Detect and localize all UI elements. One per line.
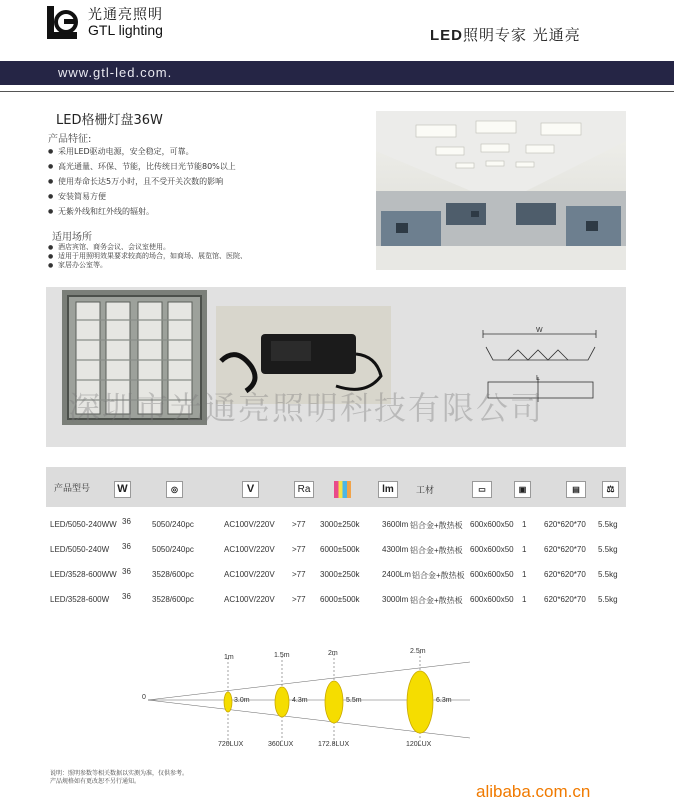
feature-item: ● 采用LED驱动电源，安全稳定，可靠。 (48, 144, 236, 159)
lux-label: 360LUX (268, 741, 294, 748)
cell-ra: >77 (292, 545, 306, 554)
cell-lumen: 2400Lm (382, 570, 411, 579)
tagline (430, 24, 581, 45)
beam-angle-diagram (140, 650, 480, 750)
cell-material: 铝合金+散热板 (410, 546, 463, 555)
diameter-label: 3.0m (234, 697, 250, 704)
application-item: ● 酒店宾馆、商务会议、会议室使用。 (48, 243, 247, 252)
cell-model: LED/5050-240W (50, 545, 110, 554)
cell-cct: 6000±500k (320, 595, 360, 604)
cell-size: 600x600x50 (470, 520, 514, 529)
distance-label: 1.5m (274, 652, 290, 659)
cell-package: 620*620*70 (544, 595, 586, 604)
watt-icon: W (114, 481, 131, 498)
cell-package: 620*620*70 (544, 545, 586, 554)
feature-item: ● 无紫外线和红外线的辐射。 (48, 204, 236, 219)
cell-cct: 6000±500k (320, 545, 360, 554)
spec-table-header (46, 467, 626, 507)
cell-chip: 5050/240pc (152, 545, 194, 554)
svg-text:L: L (536, 375, 540, 382)
cell-weight: 5.5kg (598, 595, 618, 604)
url-bar (0, 61, 674, 85)
cell-model: LED/3528-600WW (50, 570, 117, 579)
application-item: ● 适用于用照明效果要求较高的场合，如商场、展览馆、医院、 (48, 252, 247, 261)
size-icon: ▭ (472, 481, 492, 498)
cell-cct: 3000±250k (320, 570, 360, 579)
brand-name-cn: 光通亮照明 (88, 7, 163, 23)
ra-icon: Ra (294, 481, 314, 498)
box-icon: ▣ (514, 481, 531, 498)
cell-lumen: 4300lm (382, 545, 409, 554)
cell-voltage: AC100V/220V (224, 570, 275, 579)
applications-list (48, 243, 247, 270)
header-model: 产品型号 (54, 484, 91, 494)
voltage-icon: V (242, 481, 259, 498)
application-item: ● 家居办公室等。 (48, 261, 247, 270)
package-icon: ▤ (566, 481, 586, 498)
office-photo (376, 111, 626, 270)
lux-label: 120LUX (406, 741, 432, 748)
cell-watt: 36 (122, 567, 131, 576)
divider (0, 91, 674, 92)
cell-model: LED/3528-600W (50, 595, 110, 604)
cell-voltage: AC100V/220V (224, 520, 275, 529)
lumen-icon: lm (378, 481, 398, 498)
company-watermark: 深圳市光通亮照明科技有限公司 (68, 389, 545, 427)
tagline-text: 照明专家 光通亮 (463, 26, 581, 44)
footnote: 产品规格如有更改恕不另行通知。 (50, 778, 141, 785)
features-list (48, 144, 236, 219)
features-heading: 产品特征: (48, 134, 92, 145)
cell-cct: 3000±250k (320, 520, 360, 529)
table-row (46, 542, 626, 565)
footnotes (50, 770, 188, 786)
cell-package: 620*620*70 (544, 570, 586, 579)
cell-qty: 1 (522, 570, 527, 579)
cell-model: LED/5050-240WW (50, 520, 117, 529)
distance-label: 2m (328, 650, 338, 657)
applications-heading: 适用场所 (52, 232, 92, 243)
tagline-led: LED (430, 27, 463, 44)
feature-item: ● 使用寿命长达5万小时，且不受开关次数的影响 (48, 174, 236, 189)
cell-ra: >77 (292, 520, 306, 529)
lux-label: 720LUX (218, 741, 244, 748)
cell-package: 620*620*70 (544, 520, 586, 529)
cell-weight: 5.5kg (598, 570, 618, 579)
cell-lumen: 3000lm (382, 595, 409, 604)
cell-ra: >77 (292, 595, 306, 604)
cell-watt: 36 (122, 592, 131, 601)
color-temp-icon (334, 481, 351, 498)
beam-origin: 0 (142, 694, 146, 701)
cell-watt: 36 (122, 517, 131, 526)
cell-qty: 1 (522, 595, 527, 604)
cell-chip: 5050/240pc (152, 520, 194, 529)
table-row (46, 567, 626, 590)
cell-size: 600x600x50 (470, 570, 514, 579)
lux-label: 172.8LUX (318, 741, 350, 748)
diameter-label: 4.3m (292, 697, 308, 704)
gtl-logo (46, 5, 80, 41)
alibaba-watermark: alibaba.com.cn (476, 782, 591, 800)
footnote: 说明：照明参数等相关数据以实测为准，仅供参考。 (50, 770, 189, 777)
feature-item: ● 高光通量、环保、节能，比传统日光节能80%以上 (48, 159, 236, 174)
cell-ra: >77 (292, 570, 306, 579)
weight-icon: ⚖ (602, 481, 619, 498)
feature-item: ● 安装简易方便 (48, 189, 236, 204)
cell-weight: 5.5kg (598, 545, 618, 554)
cell-material: 铝合金+散热板 (410, 521, 463, 530)
table-row (46, 517, 626, 540)
cell-lumen: 3600lm (382, 520, 409, 529)
diameter-label: 6.3m (436, 697, 452, 704)
product-title: LED格栅灯盘36W (56, 113, 163, 128)
cell-qty: 1 (522, 545, 527, 554)
cell-size: 600x600x50 (470, 545, 514, 554)
distance-label: 1m (224, 654, 234, 661)
cell-qty: 1 (522, 520, 527, 529)
cell-watt: 36 (122, 542, 131, 551)
distance-label: 2.5m (410, 648, 426, 655)
cell-material: 铝合金+散热板 (410, 596, 463, 605)
cell-chip: 3528/600pc (152, 570, 194, 579)
svg-text:W: W (536, 327, 543, 334)
table-row (46, 592, 626, 615)
cell-voltage: AC100V/220V (224, 595, 275, 604)
header-material: 工材 (416, 486, 435, 496)
cell-chip: 3528/600pc (152, 595, 194, 604)
website-url[interactable]: www.gtl-led.com. (58, 65, 173, 80)
diameter-label: 5.5m (346, 697, 362, 704)
brand-name-en: GTL lighting (88, 22, 163, 38)
cell-material: 铝合金+散热板 (412, 571, 465, 580)
cell-weight: 5.5kg (598, 520, 618, 529)
cell-voltage: AC100V/220V (224, 545, 275, 554)
cell-size: 600x600x50 (470, 595, 514, 604)
chip-icon: ◎ (166, 481, 183, 498)
